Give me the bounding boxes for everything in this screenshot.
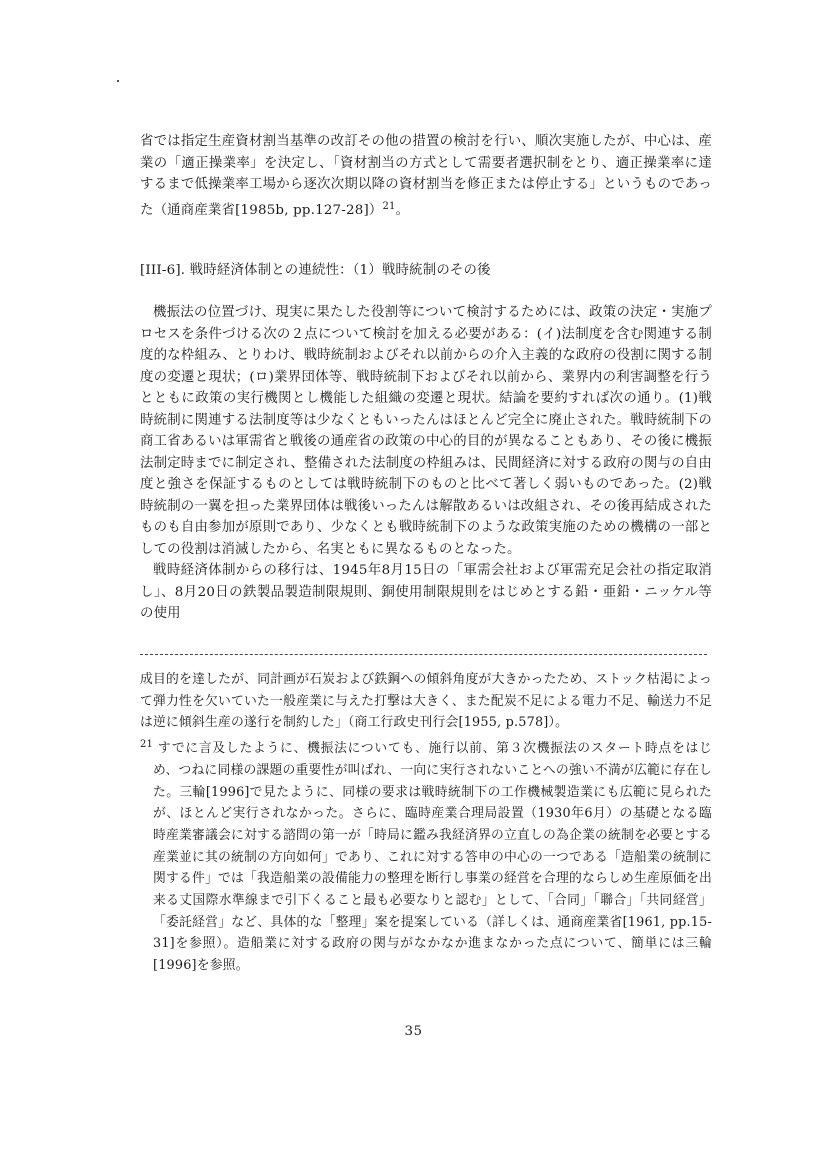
intro-tail: 。 <box>395 202 410 218</box>
intro-paragraph <box>140 131 712 221</box>
footnote-21-mark: 21 <box>140 739 154 751</box>
footnotes <box>140 669 712 977</box>
footnote-continuation: 成目的を達したが、同計画が石炭および鉄鋼への傾斜角度が大きかったため、ストック枯渇によって弾力性を欠いていた一般産業に与えた打撃は大きく、また配炭不足による電力不足、輸送力不足は逆に傾斜生産の遂行を制約した」（商工行政史刊行会[1955, p.578]）。 <box>140 672 712 731</box>
body-text <box>140 302 712 625</box>
body-paragraph-1: 機振法の位置づけ、現実に果たした役割等について検討するためには、政策の決定・実施プロセスを条件づける次の２点について検討を加える必要がある：(イ)法制度を含む関連する制度的な枠組み、とりわけ、戦時統制およびそれ以前からの介入主義的な政府の役割に関する制度の変遷と現状；(ロ)業界団体等、戦時統制下およびそれ以前から、業界内の利害調整を行うとともに政策の実行機関とし機能した組織の変遷と現状。結論を要約すれば次の通り。(1)戦時統制に関連する法制度等は少なくともいったんはほとんど完全に廃止された。戦時統制下の商工省あるいは軍需省と戦後の通産省の政策の中心的目的が異なることもあり、その後に機振法制定時までに制定され、整備された法制度の枠組みは、民間経済に対する政府の関与の自由度と強さを保証するものとしては戦時統制下のものと比べて著しく弱いものであった。(2)戦時統制の一翼を担った業界団体は戦後いったんは解散あるいは改組され、その後再結成されたものも自由参加が原則であり、少なくとも戦時統制下のような政策実施のための機構の一部としての役割は消滅したから、名実ともに異なるものとなった。 <box>140 305 712 557</box>
footnote-21 <box>140 734 712 977</box>
body-paragraph-2: 戦時経済体制からの移行は、1945年8月15日の「軍需会社および軍需充足会社の指定取消し」、8月20日の鉄製品製造制限規則、銅使用制限規則をはじめとする鉛・亜鉛・ニッケル等の使用 <box>140 563 712 621</box>
scan-speck <box>117 80 119 82</box>
footnote-ref-21[interactable]: 21 <box>382 200 396 212</box>
intro-text: 省では指定生産資材割当基準の改訂その他の措置の検討を行い、順次実施したが、中心は、産業の「適正操業率」を決定し、「資材割当の方式として需要者選択制をとり、適正操業率に達するまで低操業率工場から逐次次期以降の資材割当を修正または停止する」というものであった（通商産業省[1985b, pp.127-28]） <box>140 134 712 218</box>
section-heading: [III-6]. 戦時経済体制との連続性：（1）戦時統制のその後 <box>140 263 491 278</box>
footnote-separator <box>140 654 707 655</box>
footnote-21-text: すでに言及したように、機振法についても、施行以前、第３次機振法のスタート時点をはじめ、つねに同様の課題の重要性が叫ばれ、一向に実行されないことへの強い不満が広範に存在した。三輪[1996]で見たように、同様の要求は戦時統制下の工作機械製造業にも広範に見られたが、ほとんど実行されなかった。さらに、臨時産業合理局設置（1930年6月）の基礎となる臨時産業審議会に対する諮問の第一が「時局に鑑み我経済界の立直しの為企業の統制を必要とする産業並に其の統制の方向如何」であり、これに対する答申の中心の一つである「造船業の統制に関する件」では「我造船業の設備能力の整理を断行し事業の経営を合理的ならしめ生産原価を出来る丈国際水準線まで引下くること最も必要なりと認む」として、「合同」「聯合」「共同経営」「委託経営」など、具体的な「整理」案を提案している（詳しくは、通商産業省[1961, pp.15-31]を参照）。造船業に対する政府の関与がなかなか進まなかった点について、簡単には三輪[1996]を参照。 <box>153 741 712 974</box>
page-number: 35 <box>404 1024 423 1039</box>
